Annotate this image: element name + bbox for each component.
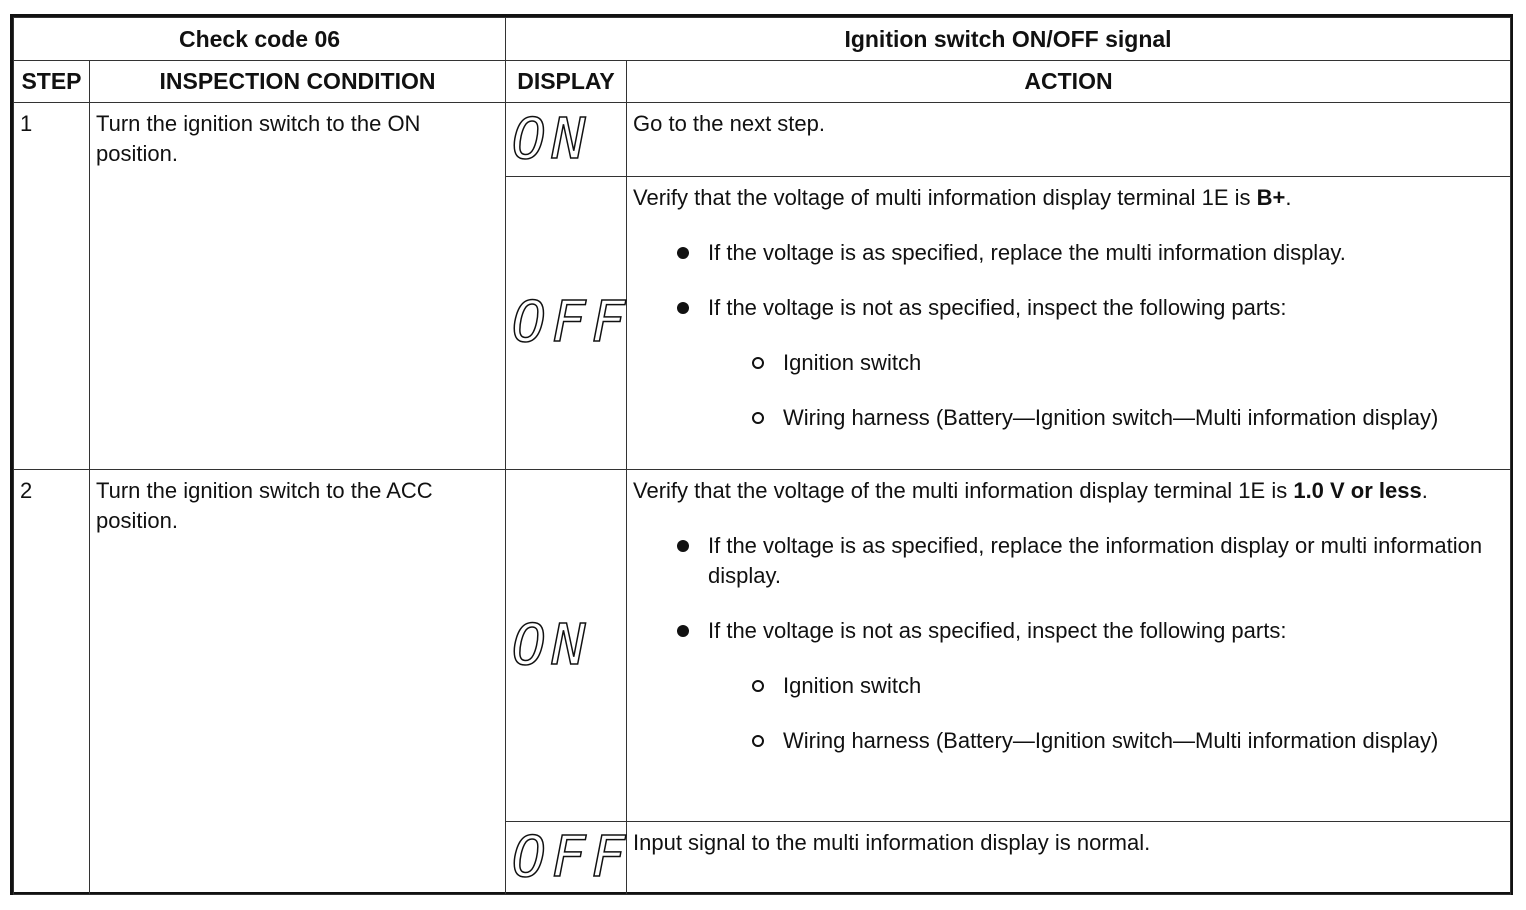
col-step: STEP [14, 61, 90, 103]
inspection-table-frame [10, 14, 1513, 895]
list-item: Wiring harness (Battery—Ignition switch—Multi information display) [633, 726, 1504, 756]
col-action: ACTION [627, 61, 1511, 103]
lcd-off-indicator: OFF [512, 825, 632, 890]
inspection-condition: Turn the ignition switch to the ON position. [90, 103, 506, 470]
list-item: If the voltage is not as specified, inspect the following parts: [633, 616, 1504, 646]
action-text: Input signal to the multi information display is normal. [633, 830, 1151, 855]
display-off [506, 822, 632, 895]
action-cell [627, 822, 1511, 895]
table-row [14, 470, 1511, 822]
action-list [633, 531, 1504, 756]
spec-value: B+ [1256, 185, 1286, 210]
col-condition: INSPECTION CONDITION [90, 61, 506, 103]
action-intro: Verify that the voltage of multi information display terminal 1E is B+. [633, 185, 1292, 210]
lcd-on-indicator: ON [512, 106, 592, 172]
step-number: 2 [14, 470, 90, 895]
list-item: If the voltage is as specified, replace the information display or multi information display. [633, 531, 1504, 591]
list-item: If the voltage is as specified, replace the multi information display. [633, 238, 1504, 268]
table-row [14, 103, 1511, 177]
check-code-title: Check code 06 [14, 18, 506, 61]
list-item: Ignition switch [633, 671, 1504, 701]
action-intro: Verify that the voltage of the multi information display terminal 1E is 1.0 V or less. [633, 478, 1428, 503]
list-item: If the voltage is not as specified, inspect the following parts: [633, 293, 1504, 323]
display-on [506, 103, 627, 177]
action-cell [627, 177, 1511, 470]
lcd-off-indicator: OFF [512, 290, 632, 355]
step-number: 1 [14, 103, 90, 470]
header-row-top [14, 18, 1511, 61]
col-display: DISPLAY [506, 61, 627, 103]
action-list [633, 238, 1504, 433]
inspection-table [13, 17, 1511, 895]
action-text: Go to the next step. [633, 111, 826, 136]
display-off [506, 177, 632, 470]
signal-title: Ignition switch ON/OFF signal [506, 18, 1511, 61]
action-cell [627, 470, 1511, 822]
list-item: Wiring harness (Battery—Ignition switch—Multi information display) [633, 403, 1504, 433]
header-row-columns [14, 61, 1511, 103]
display-on [506, 470, 627, 822]
spec-value: 1.0 V or less [1293, 478, 1422, 503]
inspection-condition: Turn the ignition switch to the ACC position. [90, 470, 506, 895]
list-item: Ignition switch [633, 348, 1504, 378]
lcd-on-indicator: ON [512, 612, 592, 678]
action-cell [627, 103, 1511, 177]
